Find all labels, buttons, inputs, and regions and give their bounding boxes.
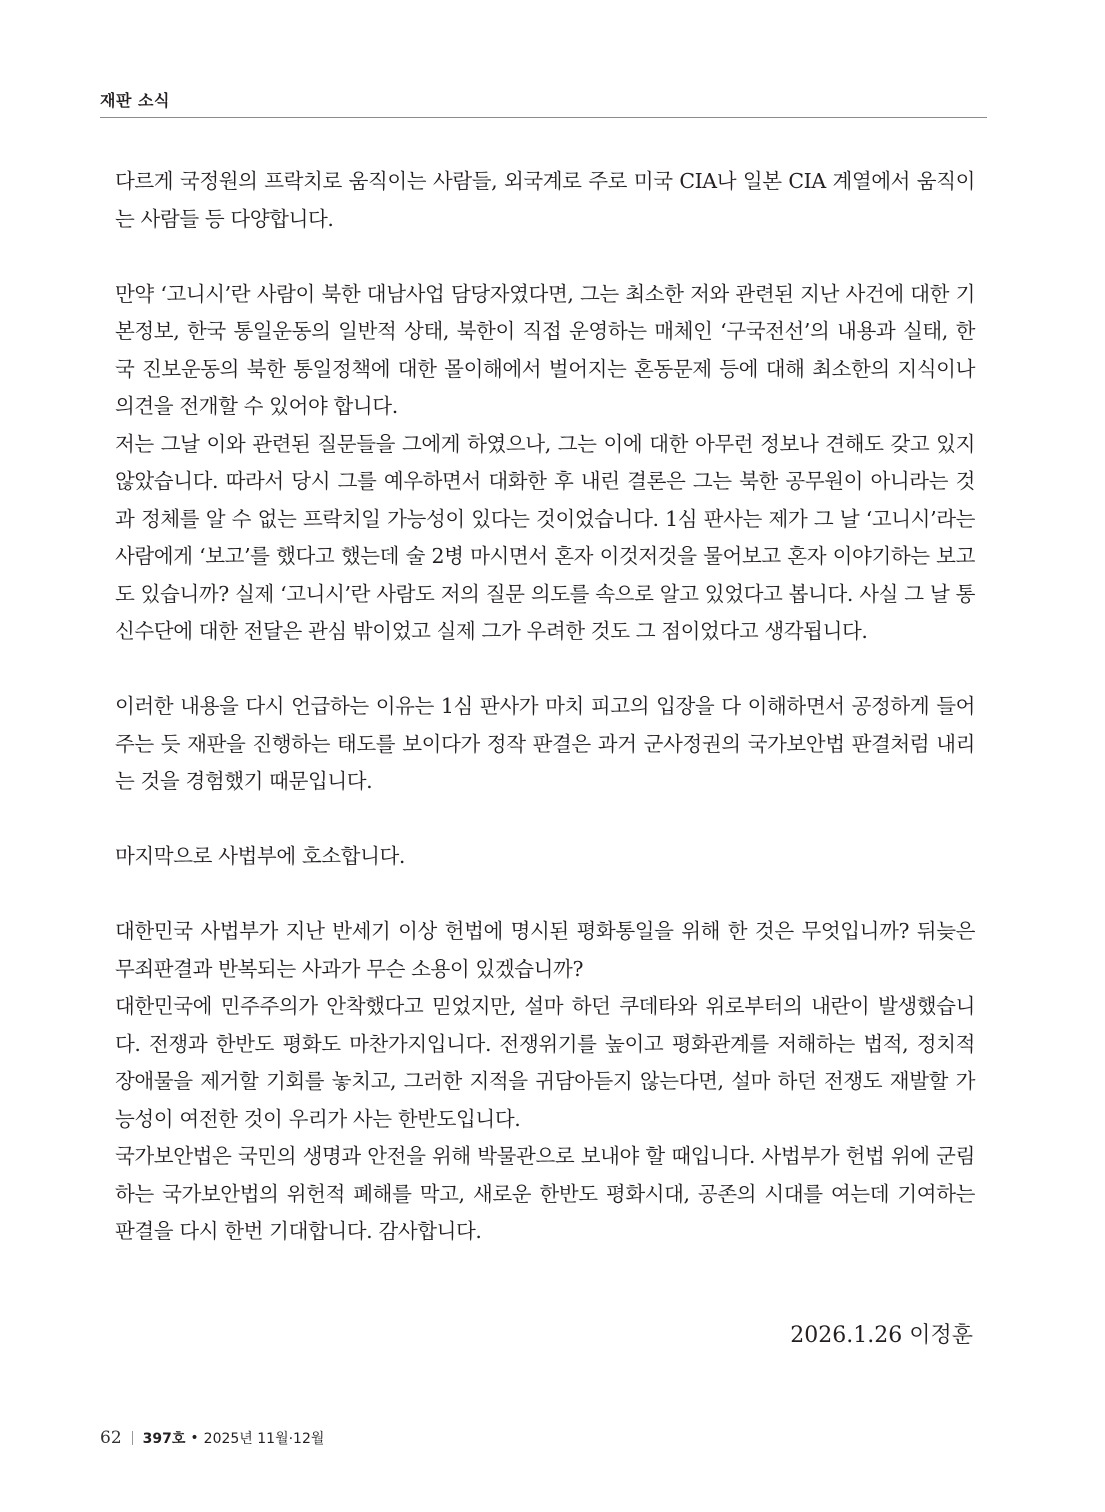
paragraph: 저는 그날 이와 관련된 질문들을 그에게 하였으나, 그는 이에 대한 아무런 정보나 견해도 갖고 있지 않았습니다. 따라서 당시 그를 예우하면서 대화한 후 내린 결론은 그는 북한 공무원이 아니라는 것과 정체를 알 수 없는 프락치일 가능성이 있다는 것이었습니다. 1심 판사는 제가 그 날 ‘고니시’라는 사람에게 ‘보고’를 했다고 했는데 술 2병 마시면서 혼자 이것저것을 물어보고 혼자 이야기하는 보고도 있습니까? 실제 ‘고니시’란 사람도 저의 질문 의도를 속으로 알고 있었다고 봅니다. 사실 그 날 통신수단에 대한 전달은 관심 밖이었고 실제 그가 우려한 것도 그 점이었다고 생각됩니다.	[115, 431, 975, 643]
paragraph: 마지막으로 사법부에 호소합니다.	[115, 844, 405, 868]
paragraph-gap	[115, 651, 975, 689]
section-label: 재판 소식	[100, 91, 170, 110]
header-divider	[100, 117, 987, 118]
article-body	[115, 163, 975, 1251]
issue-date: 2025년 11월·12월	[203, 1431, 325, 1447]
paragraph: 대한민국 사법부가 지난 반세기 이상 헌법에 명시된 평화통일을 위해 한 것은 무엇입니까? 뒤늦은 무죄판결과 반복되는 사과가 무슨 소용이 있겠습니까?	[115, 919, 975, 981]
page-number: 62	[100, 1428, 122, 1448]
paragraph: 다르게 국정원의 프락치로 움직이는 사람들, 외국계로 주로 미국 CIA나 일본 CIA 계열에서 움직이는 사람들 등 다양합니다.	[115, 169, 975, 231]
paragraph: 대한민국에 민주주의가 안착했다고 믿었지만, 설마 하던 쿠데타와 위로부터의 내란이 발생했습니다. 전쟁과 한반도 평화도 마찬가지입니다. 전쟁위기를 높이고 평화관계를 저해하는 법적, 정치적 장애물을 제거할 기회를 놓치고, 그러한 지적을 귀담아듣지 않는다면, 설마 하던 전쟁도 재발할 가능성이 여전한 것이 우리가 사는 한반도입니다.	[115, 994, 975, 1131]
page-footer	[100, 1428, 324, 1448]
signature-date-author: 2026.1.26 이정훈	[790, 1323, 973, 1348]
issue-number: 397호	[142, 1431, 186, 1447]
bullet-icon: •	[190, 1430, 199, 1446]
paragraph: 이러한 내용을 다시 언급하는 이유는 1심 판사가 마치 피고의 입장을 다 이해하면서 공정하게 들어주는 듯 재판을 진행하는 태도를 보이다가 정작 판결은 과거 군사정권의 국가보안법 판결처럼 내리는 것을 경험했기 때문입니다.	[115, 694, 975, 793]
paragraph-gap	[115, 876, 975, 914]
paragraph-gap	[115, 801, 975, 839]
footer-separator	[132, 1431, 133, 1445]
paragraph: 국가보안법은 국민의 생명과 안전을 위해 박물관으로 보내야 할 때입니다. 사법부가 헌법 위에 군림하는 국가보안법의 위헌적 폐해를 막고, 새로운 한반도 평화시대, 공존의 시대를 여는데 기여하는 판결을 다시 한번 기대합니다. 감사합니다.	[115, 1144, 975, 1243]
paragraph-gap	[115, 238, 975, 276]
paragraph: 만약 ‘고니시’란 사람이 북한 대남사업 담당자였다면, 그는 최소한 저와 관련된 지난 사건에 대한 기본정보, 한국 통일운동의 일반적 상태, 북한이 직접 운영하는 매체인 ‘구국전선’의 내용과 실태, 한국 진보운동의 북한 통일정책에 대한 몰이해에서 벌어지는 혼동문제 등에 대해 최소한의 지식이나 의견을 전개할 수 있어야 합니다.	[115, 281, 975, 418]
